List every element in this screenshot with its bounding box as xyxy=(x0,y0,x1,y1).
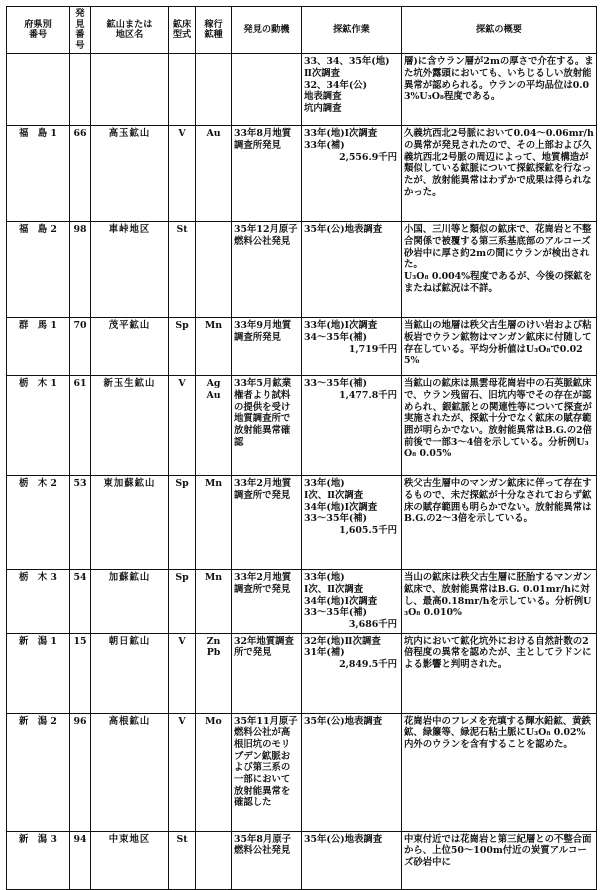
deposit-type-cell xyxy=(169,54,196,126)
exploration-work-text: 33、34、35年(地) Ⅱ次調査 32、34年(公) 地表調査 坑内調査 xyxy=(304,56,390,114)
deposit-type-cell: Sp xyxy=(169,570,196,633)
exploration-summary-cell: 当山の鉱床は秩父古生層に胚胎するマンガン鉱床で、放射能異常はB.G. 0.01mr/hに対し、最高0.18mr/hを示している。分析例U₃O₈ 0.010% xyxy=(402,570,597,633)
header-mine-name: 鉱山または 地区名 xyxy=(91,7,169,54)
discovery-number-cell: 98 xyxy=(70,222,91,318)
table-body xyxy=(7,54,597,889)
table-row xyxy=(7,318,597,376)
header-discovery-number: 発見 番号 xyxy=(70,7,91,54)
discovery-number-cell: 66 xyxy=(70,126,91,222)
exploration-cost: 2,849.5千円 xyxy=(339,658,397,670)
table-row xyxy=(7,831,597,889)
ore-type-cell: Mo xyxy=(196,713,232,831)
ore-type-cell: Zn Pb xyxy=(196,633,232,713)
exploration-summary-cell: 秩父古生層中のマンガン鉱床に伴って存在するもので、未だ探鉱が十分なされておらず鉱床の賦存範囲も明らかでない。放射能異常はB.G.の2〜3倍を示している。 xyxy=(402,476,597,570)
mine-name-cell xyxy=(91,54,169,126)
exploration-work-text: 33年(地)Ⅰ次調査 33年(補) xyxy=(304,128,378,151)
exploration-cost: 1,477.8千円 xyxy=(339,389,397,401)
discovery-number-cell: 15 xyxy=(70,633,91,713)
deposit-type-cell: V xyxy=(169,126,196,222)
exploration-summary-cell: 坑内において鉱化坑外における自然計数の2倍程度の異常を認めたが、主としてラドンによる影響と判明された。 xyxy=(402,633,597,713)
exploration-work-text: 35年(公)地表調査 xyxy=(304,715,383,727)
exploration-summary-cell: 小国、三川等と類似の鉱床で、花崗岩と不整合関係で被覆する第三系基底部のアルコーズ砂岩中に厚さ約2mの間にウランが検出された。 U₃O₈ 0.004%程度であるが、今後の探鉱をまたねば鉱況は不詳。 xyxy=(402,222,597,318)
mine-name-cell: 東加蘇鉱山 xyxy=(91,476,169,570)
deposit-type-cell: St xyxy=(169,831,196,889)
header-ore-type: 稼行 鉱種 xyxy=(196,7,232,54)
table-row xyxy=(7,570,597,633)
table-row xyxy=(7,476,597,570)
exploration-work-cell xyxy=(302,126,402,222)
mine-name-cell: 高玉鉱山 xyxy=(91,126,169,222)
discovery-number-cell xyxy=(70,54,91,126)
discovery-motive-cell: 33年9月地質調査所発見 xyxy=(232,318,302,376)
mine-name-cell: 加蘇鉱山 xyxy=(91,570,169,633)
ore-type-cell: Mn xyxy=(196,570,232,633)
discovery-number-cell: 53 xyxy=(70,476,91,570)
exploration-work-cell xyxy=(302,633,402,713)
deposit-type-cell: V xyxy=(169,376,196,476)
prefecture-number-cell: 新 潟 1 xyxy=(7,633,70,713)
exploration-cost: 1,719千円 xyxy=(348,343,397,355)
mine-name-cell: 車峠地区 xyxy=(91,222,169,318)
exploration-summary-cell: 層)に含ウラン層が2mの厚さで介在する。また坑外露頭においても、いちじるしい放射能異常が認められる。ウランの平均品位は0.03%U₃O₈程度である。 xyxy=(402,54,597,126)
discovery-motive-cell: 32年地質調査所で発見 xyxy=(232,633,302,713)
exploration-cost: 3,686千円 xyxy=(348,618,397,630)
discovery-number-cell: 96 xyxy=(70,713,91,831)
ore-type-cell: Mn xyxy=(196,476,232,570)
deposit-type-cell: Sp xyxy=(169,476,196,570)
exploration-summary-cell: 久義坑西北2号脈において0.04〜0.06mr/hの異常が発見されたので、その上部および久義坑西北2号脈の周辺によって、地質構造が類似している鉱脈について探鉱探鉱を行なったが、放射能異常はわずかで成果は得られなかった。 xyxy=(402,126,597,222)
exploration-summary-cell: 当鉱山の地層は秩父古生層のけい岩および粘板岩でウラン鉱物はマンガン鉱床に付随して存在している。平均分析値はU₃O₈で0.025% xyxy=(402,318,597,376)
exploration-work-text: 35年(公)地表調査 xyxy=(304,224,383,236)
table-row xyxy=(7,376,597,476)
exploration-work-cell xyxy=(302,476,402,570)
prefecture-number-cell: 群 馬 1 xyxy=(7,318,70,376)
exploration-summary-cell: 当鉱山の鉱床は黒雲母花崗岩中の石英脈鉱床で、ウラン残留石、旧坑内等でその存在が認められ、銀鉱脈との関連性等について探査が実施されたが、探鉱十分でなく鉱床の賦存範囲が明らかでない。放射能異常はB.G.の2倍前後で一部3〜4倍を示している。分析例U₃O₈ 0.05% xyxy=(402,376,597,476)
exploration-cost: 2,556.9千円 xyxy=(339,151,397,163)
exploration-work-cell xyxy=(302,713,402,831)
table-row xyxy=(7,54,597,126)
prefecture-number-cell: 栃 木 3 xyxy=(7,570,70,633)
header-pref: 府県別 番号 xyxy=(7,7,70,54)
prefecture-number-cell: 栃 木 1 xyxy=(7,376,70,476)
exploration-cost: 1,605.5千円 xyxy=(339,524,397,536)
discovery-number-cell: 70 xyxy=(70,318,91,376)
exploration-work-text: 33年(地)Ⅰ次調査 34〜35年(補) xyxy=(304,320,378,343)
mine-name-cell: 茂平鉱山 xyxy=(91,318,169,376)
prefecture-number-cell xyxy=(7,54,70,126)
discovery-motive-cell: 33年2月地質調査所で発見 xyxy=(232,570,302,633)
discovery-motive-cell: 35年11月原子燃料公社が高根旧坑のモリブデン鉱脈および第三系の一部において放射能異常を確認した xyxy=(232,713,302,831)
exploration-work-text: 33年(地) Ⅰ次、Ⅱ次調査 34年(地)Ⅰ次調査 33〜35年(補) xyxy=(304,572,378,619)
prefecture-number-cell: 新 潟 3 xyxy=(7,831,70,889)
prefecture-number-cell: 栃 木 2 xyxy=(7,476,70,570)
discovery-motive-cell: 35年8月原子燃料公社発見 xyxy=(232,831,302,889)
discovery-motive-cell xyxy=(232,54,302,126)
mine-name-cell: 中束地区 xyxy=(91,831,169,889)
discovery-number-cell: 54 xyxy=(70,570,91,633)
header-exploration-summary: 探鉱の概要 xyxy=(402,7,597,54)
exploration-work-text: 33年(地) Ⅰ次、Ⅱ次調査 34年(地)Ⅰ次調査 33〜35年(補) xyxy=(304,478,378,525)
discovery-number-cell: 94 xyxy=(70,831,91,889)
deposit-type-cell: V xyxy=(169,633,196,713)
mine-name-cell: 朝日鉱山 xyxy=(91,633,169,713)
discovery-motive-cell: 33年8月地質調査所発見 xyxy=(232,126,302,222)
exploration-summary-cell: 花崗岩中のフレメを充填する輝水鉛鉱、黄鉄鉱、緑簾等、緑泥石粘土脈にU₃O₈ 0.02%内外のウランを含有することを認めた。 xyxy=(402,713,597,831)
table-header-row xyxy=(7,7,597,54)
mine-name-cell: 高根鉱山 xyxy=(91,713,169,831)
exploration-work-text: 32年(地)Ⅱ次調査 31年(補) xyxy=(304,635,381,659)
ore-type-cell: Ag Au xyxy=(196,376,232,476)
deposit-type-cell: V xyxy=(169,713,196,831)
discovery-motive-cell: 35年12月原子燃料公社発見 xyxy=(232,222,302,318)
ore-type-cell: Au xyxy=(196,126,232,222)
ore-type-cell xyxy=(196,831,232,889)
exploration-work-cell xyxy=(302,318,402,376)
exploration-summary-cell: 中束付近では花崗岩と第三紀層との不整合面から、上位50〜100m付近の炭質アルコーズ砂岩中に xyxy=(402,831,597,889)
exploration-work-cell xyxy=(302,831,402,889)
table-row xyxy=(7,713,597,831)
mine-name-cell: 新玉生鉱山 xyxy=(91,376,169,476)
prefecture-number-cell: 福 島 1 xyxy=(7,126,70,222)
table-row xyxy=(7,222,597,318)
exploration-work-text: 33〜35年(補) xyxy=(304,378,368,390)
exploration-work-cell xyxy=(302,54,402,126)
discovery-motive-cell: 33年5月鉱業権者より試料の提供を受け地質調査所で放射能異常確認 xyxy=(232,376,302,476)
exploration-work-cell xyxy=(302,222,402,318)
ore-type-cell xyxy=(196,54,232,126)
header-deposit-type: 鉱床 型式 xyxy=(169,7,196,54)
prefecture-number-cell: 新 潟 2 xyxy=(7,713,70,831)
table-row xyxy=(7,126,597,222)
discovery-motive-cell: 33年2月地質調査所で発見 xyxy=(232,476,302,570)
header-exploration-work: 探鉱作業 xyxy=(302,7,402,54)
ore-type-cell xyxy=(196,222,232,318)
deposit-type-cell: St xyxy=(169,222,196,318)
exploration-work-cell xyxy=(302,376,402,476)
deposit-type-cell: Sp xyxy=(169,318,196,376)
ore-type-cell: Mn xyxy=(196,318,232,376)
exploration-work-cell xyxy=(302,570,402,633)
discovery-number-cell: 61 xyxy=(70,376,91,476)
prefecture-number-cell: 福 島 2 xyxy=(7,222,70,318)
table-row xyxy=(7,633,597,713)
uranium-survey-table xyxy=(6,6,597,890)
exploration-work-text: 35年(公)地表調査 xyxy=(304,833,383,845)
header-discovery-motive: 発見の動機 xyxy=(232,7,302,54)
